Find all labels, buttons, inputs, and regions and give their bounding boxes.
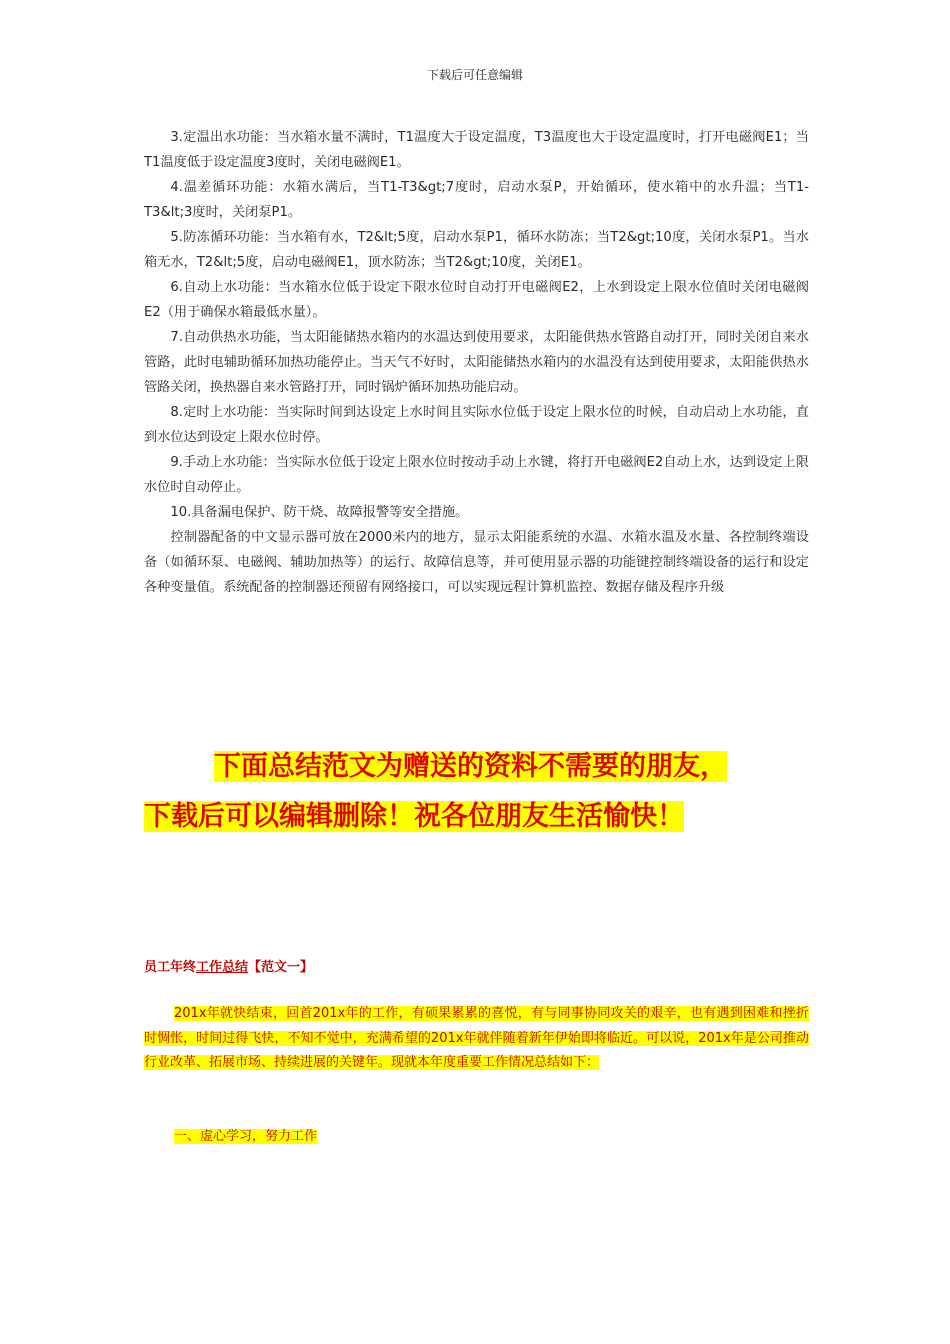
promo-line-2-text: 下载后可以编辑删除！祝各位朋友生活愉快！ xyxy=(144,801,684,832)
essay-title-suffix: 【范文一】 xyxy=(248,960,314,975)
essay-intro xyxy=(144,1002,809,1076)
essay-section-text: 一、虚心学习，努力工作 xyxy=(174,1129,318,1144)
paragraph-item-8: 8.定时上水功能：当实际时间到达设定上水时间且实际水位低于设定上限水位的时候，自动启动上水功能，直到水位达到设定上限水位时停。 xyxy=(144,405,809,445)
promo-line-2 xyxy=(144,791,824,843)
essay-section-heading xyxy=(144,1125,809,1150)
paragraph-item-5: 5.防冻循环功能：当水箱有水，T2&lt;5度，启动水泵P1，循环水防冻；当T2&gt;10度，关闭水泵P1。当水箱无水，T2&lt;5度，启动电磁阀E1，顶水防冻；当T2&gt;10度，关闭E1。 xyxy=(144,230,809,270)
paragraph-item-9: 9.手动上水功能：当实际水位低于设定上限水位时按动手动上水键，将打开电磁阀E2自动上水，达到设定上限水位时自动停止。 xyxy=(144,455,809,495)
paragraph-item-10: 10.具备漏电保护、防干烧、故障报警等安全措施。 xyxy=(170,505,469,520)
essay-title xyxy=(144,956,809,981)
paragraph-item-6: 6.自动上水功能：当水箱水位低于设定下限水位时自动打开电磁阀E2，上水到设定上限水位值时关闭电磁阀E2（用于确保水箱最低水量）。 xyxy=(144,280,809,320)
paragraph-item-7: 7.自动供热水功能，当太阳能储热水箱内的水温达到使用要求，太阳能供热水管路自动打开，同时关闭自来水管路，此时电辅助循环加热功能停止。当天气不好时，太阳能储热水箱内的水温没有达到使用要求，太阳能供热水管路关闭，换热器自来水管路打开，同时锅炉循环加热功能启动。 xyxy=(144,330,809,395)
promo-line-1 xyxy=(144,741,824,793)
body-text xyxy=(144,125,809,600)
page-header: 下载后可任意编辑 xyxy=(426,68,523,82)
paragraph-item-3: 3.定温出水功能：当水箱水量不满时，T1温度大于设定温度，T3温度也大于设定温度时，打开电磁阀E1；当T1温度低于设定温度3度时，关闭电磁阀E1。 xyxy=(144,130,809,170)
promo-line-1-text: 下面总结范文为赠送的资料不需要的朋友， xyxy=(214,751,727,782)
paragraph-item-4: 4.温差循环功能：水箱水满后，当T1-T3&gt;7度时，启动水泵P，开始循环，使水箱中的水升温；当T1-T3&lt;3度时，关闭泵P1。 xyxy=(144,180,809,220)
paragraph-controller-display: 控制器配备的中文显示器可放在2000米内的地方，显示太阳能系统的水温、水箱水温及水量、各控制终端设备（如循环泵、电磁阀、辅助加热等）的运行、故障信息等，并可使用显示器的功能键控制终端设备的运行和设定各种变量值。系统配备的控制器还预留有网络接口，可以实现远程计算机监控、数据存储及程序升级 xyxy=(144,530,809,595)
essay-intro-text: 201x年就快结束，回首201x年的工作，有硕果累累的喜悦，有与同事协同攻关的艰辛，也有遇到困难和挫折时惆怅，时间过得飞快，不知不觉中，充满希望的201x年就伴随着新年伊始即将临近。可以说，201x年是公司推动行业改革、拓展市场、持续进展的关键年。现就本年度重要工作情况总结如下： xyxy=(144,1006,809,1070)
essay-title-prefix: 员工年终 xyxy=(144,960,197,975)
essay-title-link[interactable]: 工作总结 xyxy=(196,960,249,975)
